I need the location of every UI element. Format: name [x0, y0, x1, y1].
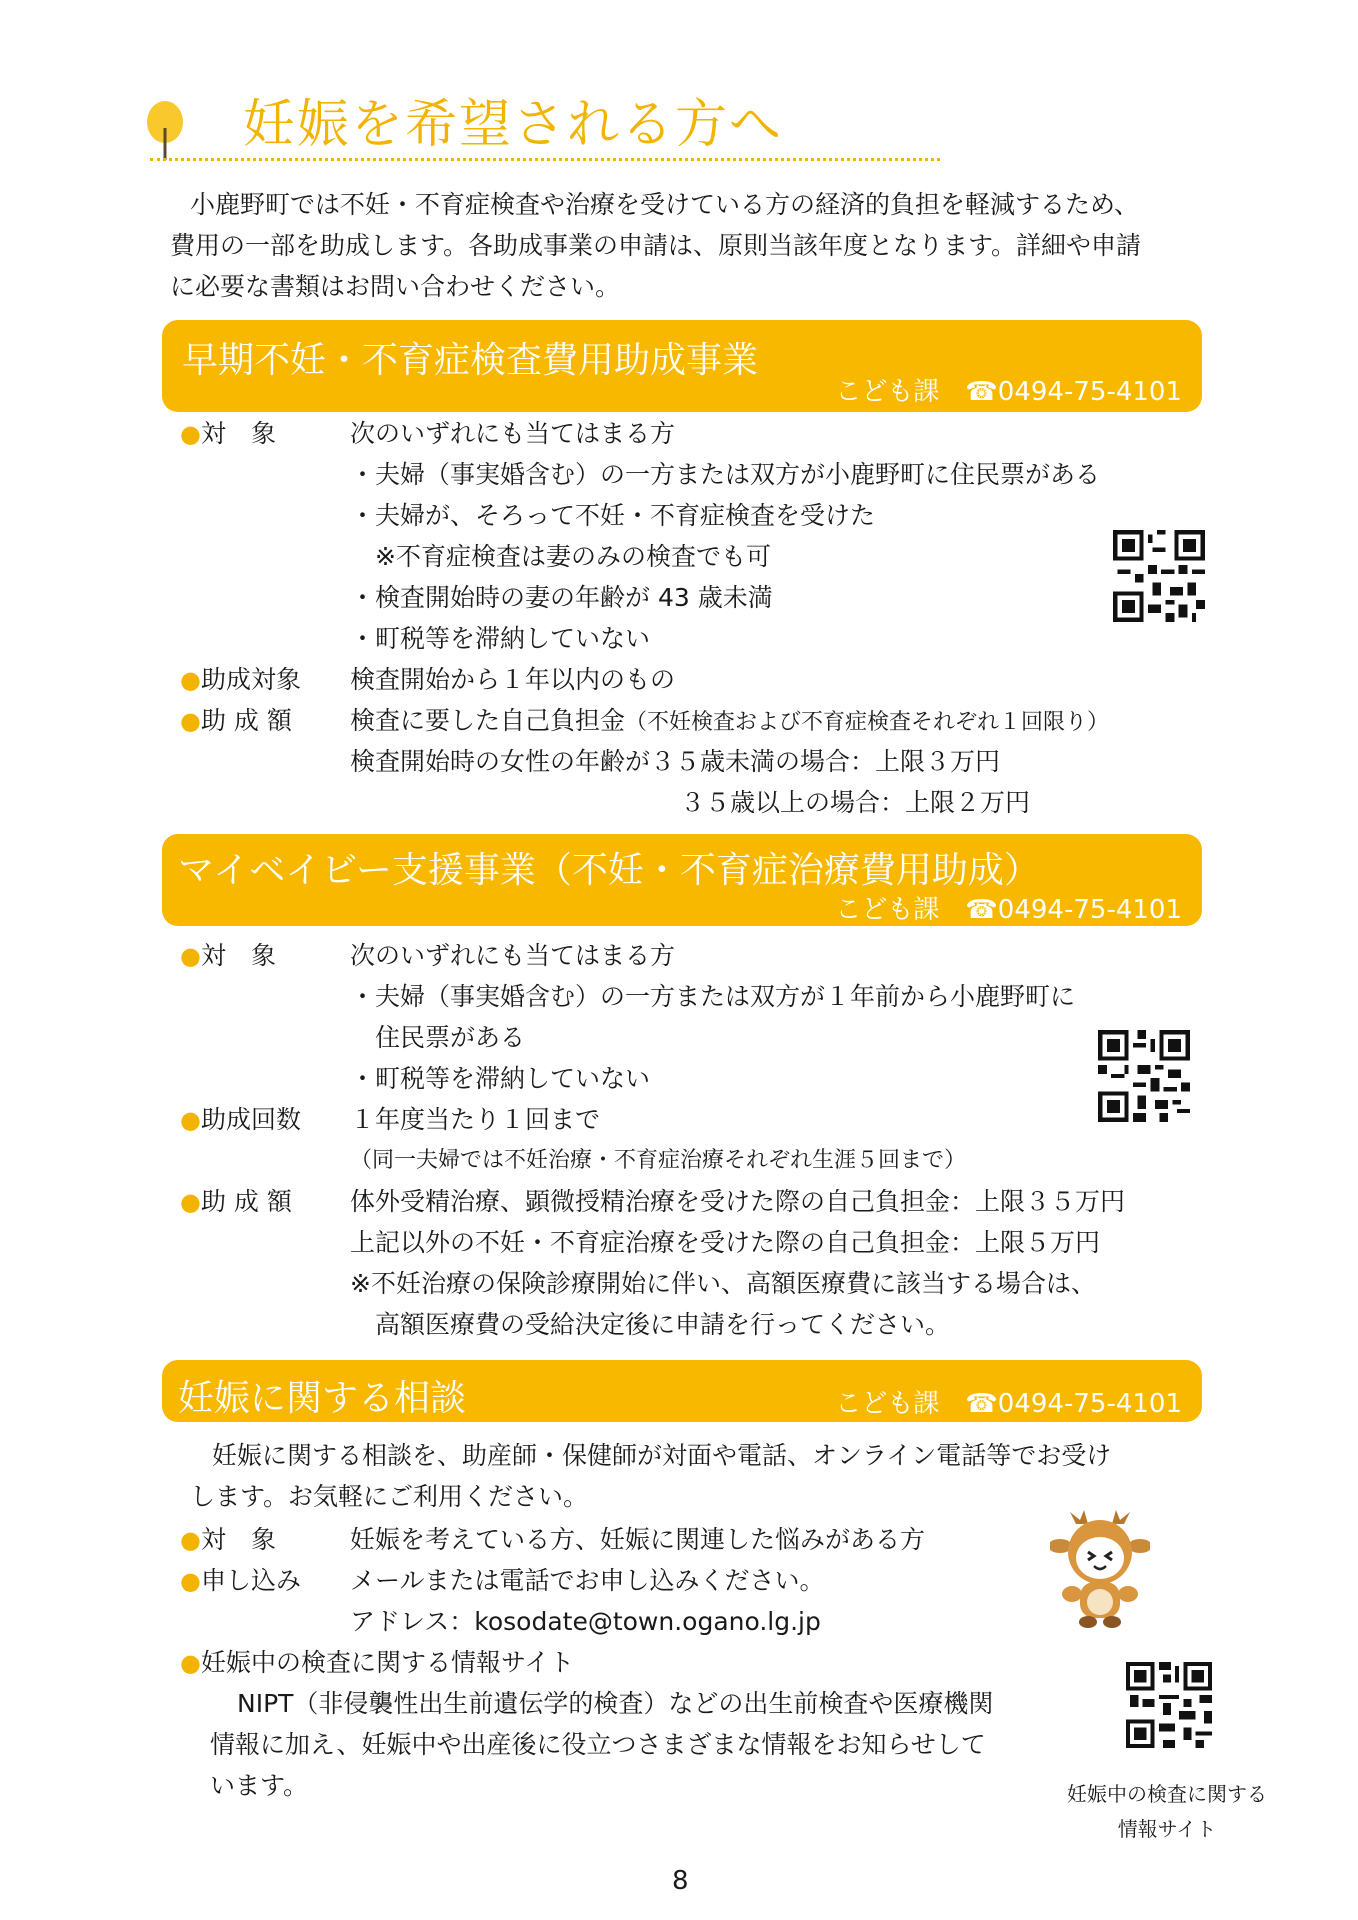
- title-divider: [150, 158, 940, 161]
- qr-caption-line: 妊娠中の検査に関する: [1067, 1782, 1267, 1806]
- section1-banner: [162, 320, 1202, 412]
- section1-title: 早期不妊・不育症検査費用助成事業: [182, 340, 759, 381]
- s3-info-line: 情報に加え、妊娠中や出産後に役立つさまざまな情報をお知らせして: [210, 1730, 986, 1759]
- email-address[interactable]: アドレス：kosodate@town.ogano.lg.jp: [350, 1607, 821, 1636]
- s2-target-lead: 次のいずれにも当てはまる方: [350, 941, 676, 970]
- s1-item: ・夫婦（事実婚含む）の一方または双方が小鹿野町に住民票がある: [350, 460, 1101, 489]
- s1-amount-main: 検査に要した自己負担金: [350, 706, 626, 735]
- s2-amount-line: 体外受精治療、顕微授精治療を受けた際の自己負担金：上限３５万円: [350, 1187, 1126, 1216]
- s1-scope: 検査開始から１年以内のもの: [350, 665, 676, 694]
- section3-title: 妊娠に関する相談: [178, 1378, 467, 1419]
- qr-code: [1098, 1030, 1190, 1126]
- s3-target-label: ●対 象: [180, 1525, 276, 1554]
- s1-amount-line: ３５歳以上の場合：上限２万円: [680, 788, 1031, 817]
- s2-item: ・町税等を滞納していない: [350, 1064, 651, 1093]
- s3-intro-line: 妊娠に関する相談を、助産師・保健師が対面や電話、オンライン電話等でお受け: [212, 1441, 1112, 1470]
- s1-item: ※不育症検査は妻のみの検査でも可: [350, 542, 771, 571]
- s2-count-label: ●助成回数: [180, 1105, 301, 1134]
- s1-scope-label: ●助成対象: [180, 665, 301, 694]
- s3-info-line: NIPT（非侵襲性出生前遺伝学的検査）などの出生前検査や医療機関: [237, 1689, 994, 1718]
- s3-target: 妊娠を考えている方、妊娠に関連した悩みがある方: [350, 1525, 926, 1554]
- s3-apply: メールまたは電話でお申し込みください。: [350, 1566, 825, 1595]
- section2-contact: こども課 ☎0494-75-4101: [835, 895, 1182, 925]
- s2-target-label: ●対 象: [180, 941, 276, 970]
- section3-contact: こども課 ☎0494-75-4101: [835, 1389, 1182, 1419]
- s2-amount-label: ●助 成 額: [180, 1187, 292, 1216]
- s1-item: ・夫婦が、そろって不妊・不育症検査を受けた: [350, 501, 876, 530]
- intro-text: [170, 184, 1170, 307]
- qr-caption: [1052, 1778, 1282, 1842]
- s1-target-lead: 次のいずれにも当てはまる方: [350, 419, 676, 448]
- s2-amount-line: 高額医療費の受給決定後に申請を行ってください。: [350, 1310, 951, 1339]
- qr-code: [1113, 530, 1205, 626]
- section3-banner: [162, 1360, 1202, 1422]
- s3-info-title: ●妊娠中の検査に関する情報サイト: [180, 1648, 575, 1677]
- qr-caption-line: 情報サイト: [1117, 1817, 1217, 1841]
- intro-line: 小鹿野町では不妊・不育症検査や治療を受けている方の経済的負担を軽減するため、: [190, 190, 1140, 219]
- s1-item: ・町税等を滞納していない: [350, 624, 651, 653]
- s3-apply-label: ●申し込み: [180, 1566, 301, 1595]
- page-title: 妊娠を希望される方へ: [243, 95, 784, 155]
- s2-count: １年度当たり１回まで: [350, 1105, 601, 1134]
- s2-count-note: （同一夫婦では不妊治療・不育症治療それぞれ生涯５回まで）: [350, 1148, 967, 1173]
- s1-amount-note: （不妊検査および不育症検査それぞれ１回限り）: [625, 710, 1110, 735]
- s1-target-label: ●対 象: [180, 419, 276, 448]
- s2-item: ・夫婦（事実婚含む）の一方または双方が１年前から小鹿野町に: [350, 982, 1076, 1011]
- s2-amount-line: 上記以外の不妊・不育症治療を受けた際の自己負担金：上限５万円: [350, 1228, 1101, 1257]
- mascot-deer: [1050, 1510, 1150, 1634]
- section2-banner: [162, 834, 1202, 926]
- page-number: 8: [672, 1866, 689, 1896]
- s3-info-line: います。: [210, 1771, 309, 1800]
- section2-title: マイベイビー支援事業（不妊・不育症治療費用助成）: [178, 850, 1040, 891]
- s2-amount-line: ※不妊治療の保険診療開始に伴い、高額医療費に該当する場合は、: [350, 1269, 1096, 1298]
- intro-line: に必要な書類はお問い合わせください。: [170, 272, 621, 301]
- tree-icon: [145, 100, 185, 166]
- s3-intro-line: します。お気軽にご利用ください。: [190, 1482, 589, 1511]
- s1-amount-line: 検査開始時の女性の年齢が３５歳未満の場合：上限３万円: [350, 747, 1001, 776]
- s1-item: ・検査開始時の妻の年齢が 43 歳未満: [350, 583, 773, 612]
- qr-code: [1126, 1662, 1212, 1752]
- s1-amount: [350, 701, 1109, 743]
- section1-contact: こども課 ☎0494-75-4101: [835, 377, 1182, 407]
- intro-line: 費用の一部を助成します。各助成事業の申請は、原則当該年度となります。詳細や申請: [170, 231, 1142, 260]
- s2-item: 住民票がある: [350, 1023, 526, 1052]
- s1-amount-label: ●助 成 額: [180, 706, 292, 735]
